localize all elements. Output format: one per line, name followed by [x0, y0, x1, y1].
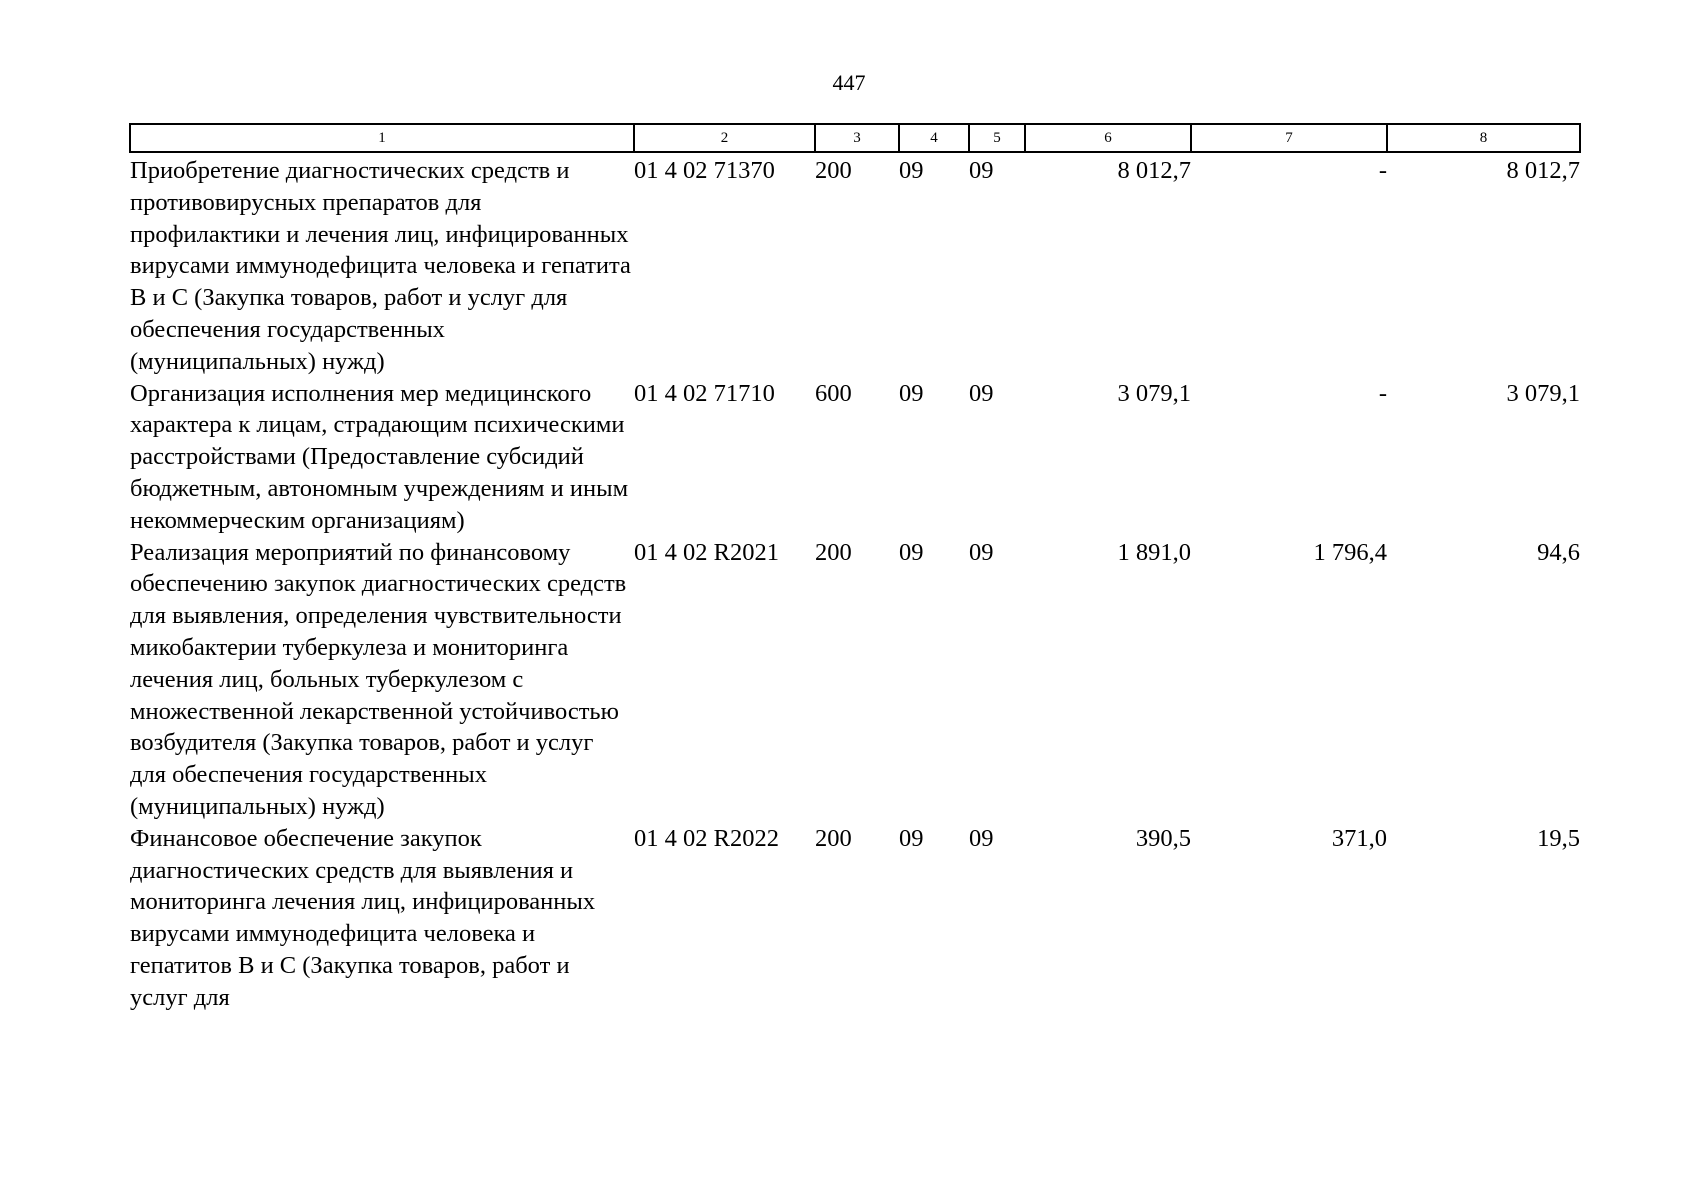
- row-federal: 1 796,4: [1313, 538, 1387, 566]
- row-expense-type: 200: [815, 538, 852, 566]
- header-row: [130, 124, 1580, 152]
- row-name: Реализация мероприятий по финансовому обеспечению закупок диагностических средств для выявления, определения чувствительности микобактерии туберкулеза и мониторинга лечения лиц, больных туберкулезом с множественной лекарственной устойчивостью возбудителя (Закупка товаров, работ и услуг для обеспечения государственных (муниципальных) нужд): [130, 538, 627, 820]
- table-row: [130, 152, 1580, 378]
- row-federal: 371,0: [1331, 824, 1387, 852]
- row-regional: 19,5: [1537, 824, 1580, 852]
- row-regional: 8 012,7: [1506, 157, 1580, 184]
- column-number-7: 7: [1191, 124, 1387, 152]
- column-number-8: 8: [1387, 124, 1580, 152]
- row-target-code: 01 4 02 71370: [634, 157, 775, 184]
- row-expense-type: 200: [815, 157, 852, 184]
- row-section: 09: [899, 824, 924, 852]
- row-federal: -: [1378, 379, 1387, 407]
- row-regional: 94,6: [1537, 538, 1580, 566]
- table-row: [130, 537, 1580, 823]
- column-number-6: 6: [1025, 124, 1191, 152]
- row-section: 09: [899, 157, 924, 184]
- row-total: 390,5: [1135, 824, 1191, 852]
- row-subsection: 09: [969, 157, 994, 184]
- row-regional: 3 079,1: [1506, 379, 1580, 407]
- table-row: [130, 378, 1580, 537]
- column-number-5: 5: [969, 124, 1025, 152]
- table-row: [130, 823, 1580, 1014]
- row-expense-type: 600: [815, 379, 852, 407]
- row-section: 09: [899, 538, 924, 566]
- row-name: Организация исполнения мер медицинского характера к лицам, страдающим психическими расстройствами (Предоставление субсидий бюджетным, автономным учреждениям и иным некоммерческим организациям): [130, 379, 629, 534]
- row-total: 8 012,7: [1117, 157, 1191, 184]
- row-expense-type: 200: [815, 824, 852, 852]
- row-subsection: 09: [969, 824, 994, 852]
- row-subsection: 09: [969, 379, 994, 407]
- column-number-2: 2: [634, 124, 815, 152]
- row-name: Приобретение диагностических средств и противовирусных препаратов для профилактики и лечения лиц, инфицированных вирусами иммунодефицита человека и гепатита В и С (Закупка товаров, работ и услуг для обеспечения государственных (муниципальных) нужд): [130, 157, 631, 375]
- column-number-4: 4: [899, 124, 969, 152]
- row-name: Финансовое обеспечение закупок диагностических средств для выявления и мониторинга лечения лиц, инфицированных вирусами иммунодефицита человека и гепатитов В и С (Закупка товаров, работ и услуг для: [130, 824, 596, 1011]
- row-section: 09: [899, 379, 924, 407]
- table-body: [130, 152, 1580, 1014]
- table-header: [130, 124, 1580, 152]
- row-subsection: 09: [969, 538, 994, 566]
- row-target-code: 01 4 02 R2021: [634, 538, 779, 566]
- budget-table: [129, 123, 1581, 1014]
- column-number-3: 3: [815, 124, 899, 152]
- column-number-1: 1: [130, 124, 634, 152]
- row-target-code: 01 4 02 71710: [634, 379, 775, 407]
- row-total: 1 891,0: [1117, 538, 1191, 566]
- page-number: 447: [832, 70, 866, 95]
- row-total: 3 079,1: [1117, 379, 1191, 407]
- row-federal: -: [1378, 157, 1387, 184]
- row-target-code: 01 4 02 R2022: [634, 824, 779, 852]
